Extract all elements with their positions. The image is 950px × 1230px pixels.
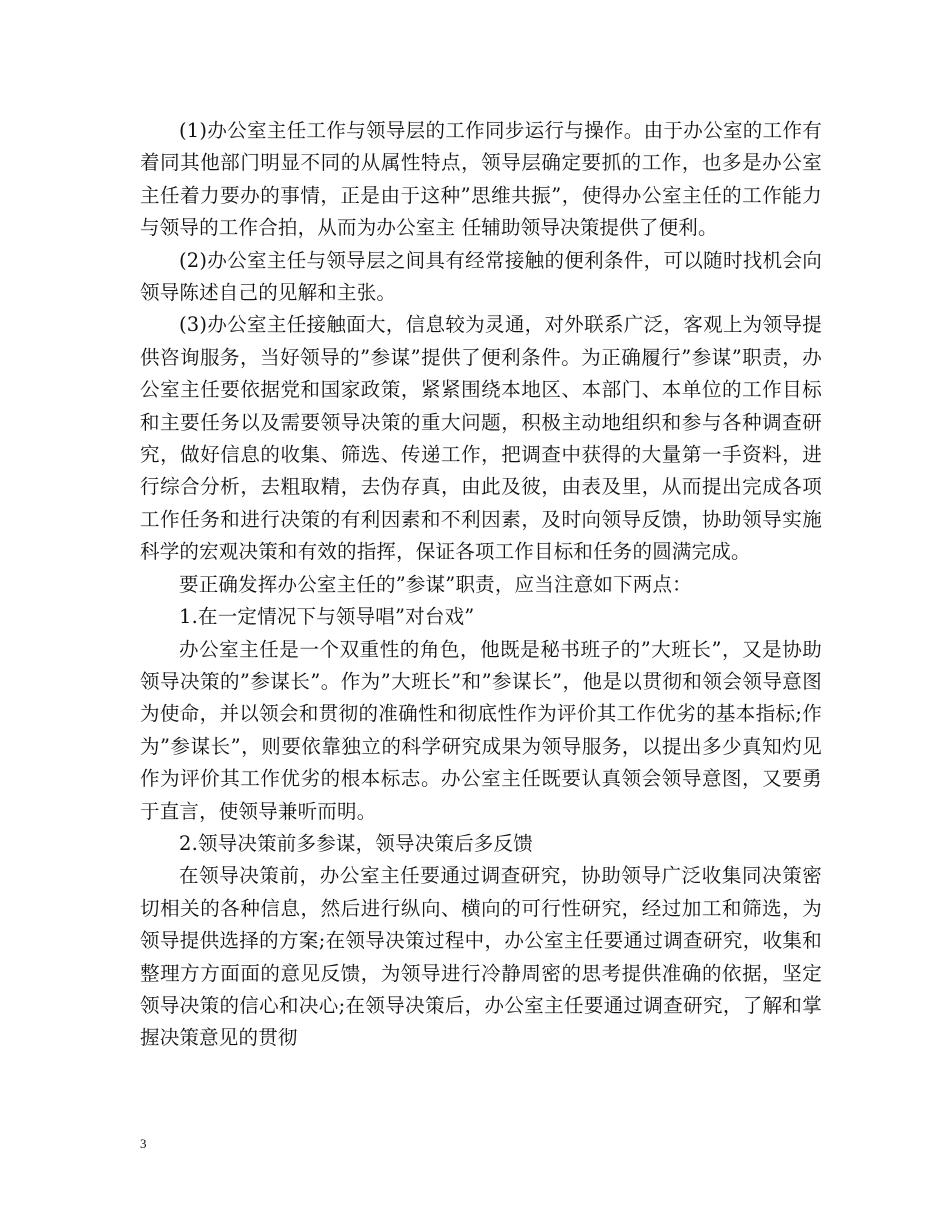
body-text [140,115,822,1055]
paragraph-3: (3)办公室主任接触面大，信息较为灵通，对外联系广泛，客观上为领导提供咨询服务，当好领导的”参谋”提供了便利条件。为正确履行”参谋”职责，办公室主任要依据党和国家政策，紧紧围绕本地区、本部门、本单位的工作目标和主要任务以及需要领导决策的重大问题，积极主动地组织和参与各种调查研究，做好信息的收集、筛选、传递工作，把调查中获得的大量第一手资料，进行综合分析，去粗取精，去伪存真，由此及彼，由表及里，从而提出完成各项工作任务和进行决策的有利因素和不利因素，及时向领导反馈，协助领导实施科学的宏观决策和有效的指挥，保证各项工作目标和任务的圆满完成。 [140,313,822,564]
page-number: 3 [140,1136,147,1151]
paragraph-5: 办公室主任是一个双重性的角色，他既是秘书班子的”大班长”，又是协助领导决策的”参谋长”。作为”大班长”和”参谋长”，他是以贯彻和领会领导意图为使命，并以领会和贯彻的准确性和彻底性作为评价其工作优劣的基本指标;作为”参谋长”，则要依靠独立的科学研究成果为领导服务，以提出多少真知灼见作为评价其工作优劣的根本标志。办公室主任既要认真领会领导意图，又要勇于直言，使领导兼听而明。 [140,637,822,823]
section-heading-2: 2.领导决策前多参谋，领导决策后多反馈 [179,831,533,855]
paragraph-1: (1)办公室主任工作与领导层的工作同步运行与操作。由于办公室的工作有着同其他部门明显不同的从属性特点，领导层确定要抓的工作，也多是办公室主任着力要办的事情，正是由于这种”思维共振”，使得办公室主任的工作能力与领导的工作合拍，从而为办公室主 任辅助领导决策提供了便利。 [140,119,822,240]
paragraph-2: (2)办公室主任与领导层之间具有经常接触的便利条件，可以随时找机会向领导陈述自己的见解和主张。 [140,248,822,305]
section-heading-1: 1.在一定情况下与领导唱”对台戏” [179,605,475,629]
paragraph-4: 要正确发挥办公室主任的”参谋”职责，应当注意如下两点： [179,572,692,596]
paragraph-6: 在领导决策前，办公室主任要通过调查研究，协助领导广泛收集同决策密切相关的各种信息，然后进行纵向、横向的可行性研究，经过加工和筛选，为领导提供选择的方案;在领导决策过程中，办公室主任要通过调查研究，收集和整理方方面面的意见反馈，为领导进行冷静周密的思考提供准确的依据，坚定领导决策的信心和决心;在领导决策后，办公室主任要通过调查研究，了解和掌握决策意见的贯彻 [140,864,822,1050]
